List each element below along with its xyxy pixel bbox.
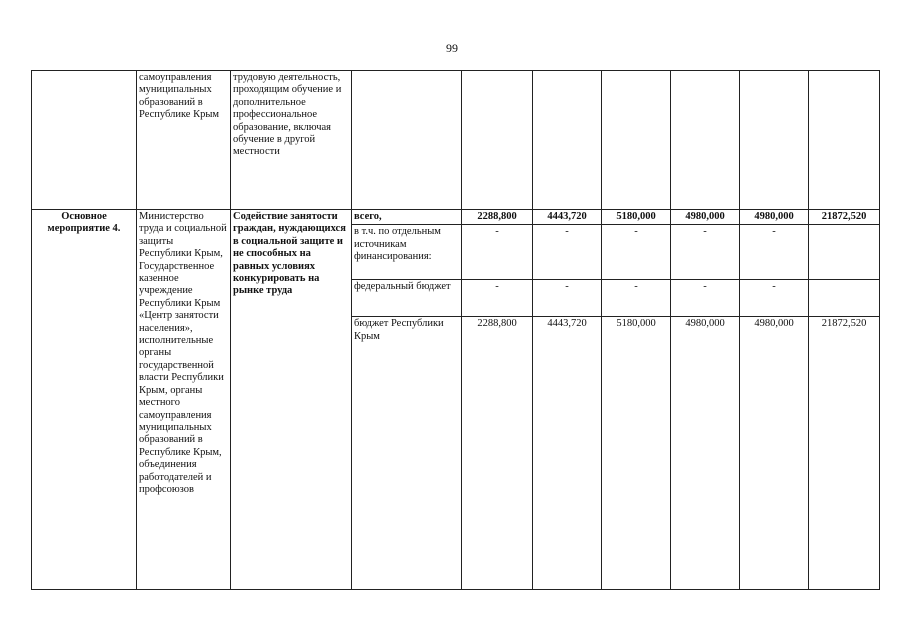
table-row <box>32 210 880 225</box>
activity-executor: Министерство труда и социальной защиты Республики Крым, Государственное казенное учреждение Республики Крым «Центр занятости населения», исполнительные органы государственной власти Республики Крым, органы местного самоуправления муниципальных образований в Республике Крым, объединения работодателей и профсоюзов <box>137 210 231 590</box>
cell-empty <box>740 71 809 210</box>
funding-value: 4980,000 <box>740 210 809 225</box>
funding-source: бюджет Республики Крым <box>352 317 462 590</box>
funding-value: 5180,000 <box>602 210 671 225</box>
cell-empty <box>809 71 880 210</box>
funding-value: - <box>671 280 740 317</box>
funding-source: в т.ч. по отдельным источникам финансирования: <box>352 225 462 280</box>
funding-value: 2288,800 <box>462 210 533 225</box>
funding-value: 4980,000 <box>740 317 809 590</box>
cell-empty <box>533 71 602 210</box>
cell-empty <box>671 71 740 210</box>
funding-value: 5180,000 <box>602 317 671 590</box>
funding-value: 4443,720 <box>533 317 602 590</box>
funding-value <box>809 280 880 317</box>
page-number: 99 <box>446 41 458 55</box>
funding-source: федеральный бюджет <box>352 280 462 317</box>
continuation-row <box>32 71 880 210</box>
activity-content: Содействие занятости граждан, нуждающихся в социальной защите и не способных на равных условиях конкурировать на рынке труда <box>231 210 352 590</box>
funding-value: - <box>462 280 533 317</box>
continuation-content: трудовую деятельность, проходящим обучение и дополнительное профессиональное образование, включая обучение в другой местности <box>231 71 352 210</box>
cell-empty <box>32 71 137 210</box>
continuation-executor: самоуправления муниципальных образований в Республике Крым <box>137 71 231 210</box>
cell-empty <box>462 71 533 210</box>
funding-value <box>809 225 880 280</box>
funding-value: 21872,520 <box>809 317 880 590</box>
funding-value: - <box>740 280 809 317</box>
funding-value: - <box>602 225 671 280</box>
funding-source: всего, <box>352 210 462 225</box>
activity-label: Основное мероприятие 4. <box>32 210 137 590</box>
funding-value: - <box>462 225 533 280</box>
cell-empty <box>602 71 671 210</box>
funding-value: 4980,000 <box>671 210 740 225</box>
funding-value: - <box>533 280 602 317</box>
funding-table <box>31 70 880 590</box>
funding-value: 4443,720 <box>533 210 602 225</box>
funding-value: - <box>533 225 602 280</box>
funding-value: 2288,800 <box>462 317 533 590</box>
funding-value: 4980,000 <box>671 317 740 590</box>
funding-value: - <box>740 225 809 280</box>
cell-empty <box>352 71 462 210</box>
funding-value: 21872,520 <box>809 210 880 225</box>
funding-value: - <box>602 280 671 317</box>
funding-value: - <box>671 225 740 280</box>
